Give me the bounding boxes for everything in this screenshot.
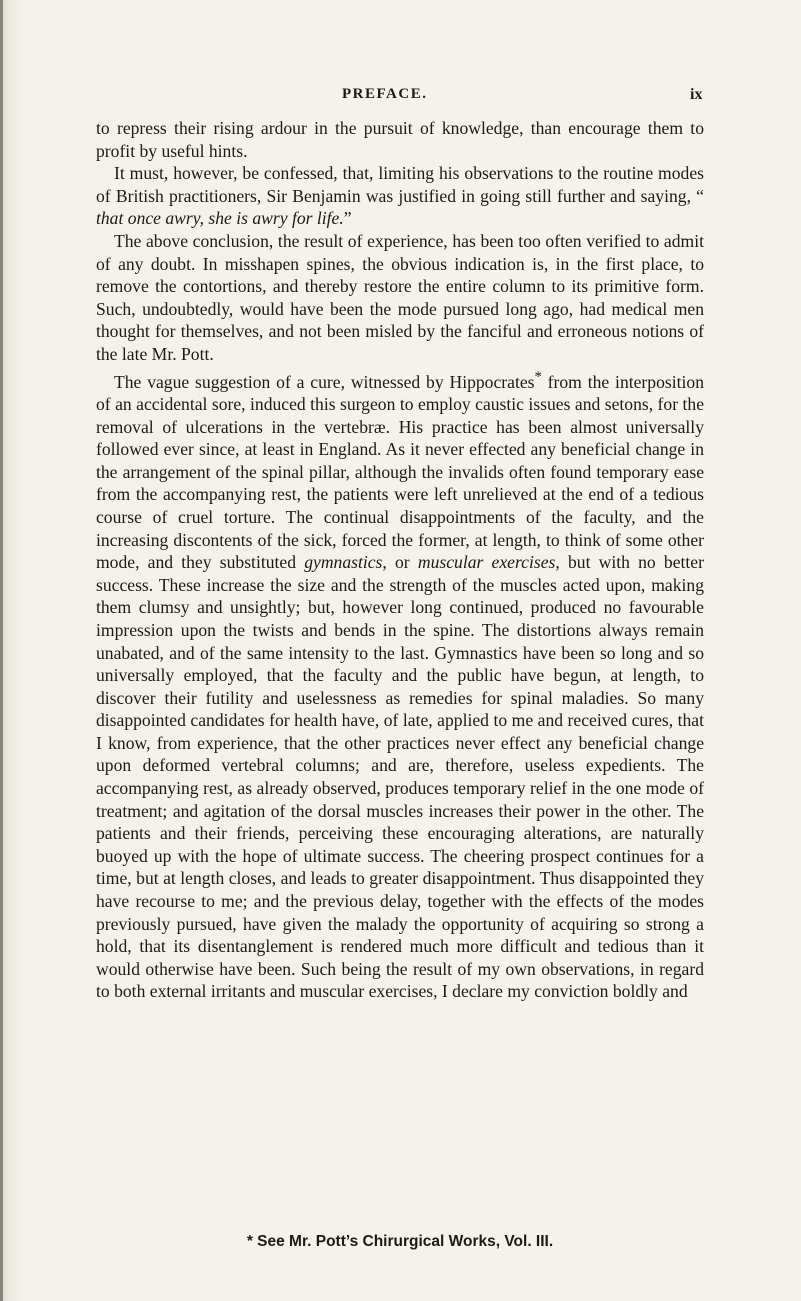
running-head: PREFACE. xyxy=(342,86,428,102)
paragraph-text: The vague suggestion of a cure, witnessed by Hippocrates xyxy=(114,371,535,392)
page-number: ix xyxy=(690,86,703,103)
page-binding-edge xyxy=(0,0,3,1301)
page-header xyxy=(0,86,801,110)
quotation-italic: that once awry, she is awry for life. xyxy=(96,208,344,229)
paragraph-text: ” xyxy=(343,208,352,229)
body-text xyxy=(96,117,704,1003)
paragraph-sir-benjamin xyxy=(96,162,704,230)
paragraph-text: from the interposition of an accidental sore, induced this surgeon to employ caustic issues and setons, for the removal of ulcerations in the vertebræ. His practice has been almost universally followed ever since, at least in England. As it never effected any beneficial change in the arrangement of the spinal pillar, although the invalids often found temporary ease from the accompanying rest, the patients were left unrelieved at the end of a tedious course of cruel torture. The continual disappointments of the faculty, and the increasing discontents of the sick, forced the former, at length, to think of some other mode, and they substituted xyxy=(96,371,704,573)
footnote-marker: * xyxy=(534,368,542,385)
paragraph-text: It must, however, be confessed, that, limiting his observations to the routine modes of British practitioners, Sir Benjamin was justified in going still further and saying, “ xyxy=(96,163,704,206)
paragraph-text: , or xyxy=(382,552,418,573)
term-gymnastics: gymnastics xyxy=(304,552,383,573)
footnote: * See Mr. Pott’s Chirurgical Works, Vol. III. xyxy=(246,1233,554,1250)
paragraph-text: , but with no better success. These increase the size and the strength of the muscles acted upon, making them clumsy and unsightly; but, however long continued, produced no favourable impression upon the twists and bends in the spine. The distortions always remain unabated, and of the same intensity to the last. Gymnastics have been so long and so universally employed, that the faculty and the public have begun, at length, to discover their futility and uselessness as remedies for spinal maladies. So many disappointed candidates for health have, of late, applied to me and received cures, that I know, from experience, that the other practices never effect any beneficial change upon deformed vertebral columns; and are, therefore, useless expedients. The accompanying rest, as already observed, produces temporary relief in the one mode of treatment; and agitation of the dorsal muscles increases their power in the other. The patients and their friends, perceiving these encouraging alterations, are naturally buoyed up with the hope of ultimate success. The cheering prospect continues for a time, but at length closes, and leads to greater disappointment. Thus disappointed they have recourse to me; and the previous delay, together with the effects of the modes previously pursued, have given the malady the opportunity of acquiring so strong a hold, that its disentanglement is rendered much more difficult and tedious than it would otherwise have been. Such being the result of my own observations, in regard to both external irritants and muscular exercises, I declare my conviction boldly and xyxy=(96,552,704,1002)
paragraph-continuation: to repress their rising ardour in the pursuit of knowledge, than encourage them to profit by useful hints. xyxy=(96,118,704,161)
term-muscular-exercises: muscular exercises xyxy=(417,552,556,573)
paragraph-hippocrates xyxy=(96,366,704,1003)
paragraph-conclusion: The above conclusion, the result of experience, has been too often verified to admit of any doubt. In misshapen spines, the obvious indication is, in the first place, to remove the contortions, and thereby restore the entire column to its primitive form. Such, undoubtedly, would have been the mode pursued long ago, had medical men thought for themselves, and not been misled by the fanciful and erroneous notions of the late Mr. Pott. xyxy=(96,230,704,364)
